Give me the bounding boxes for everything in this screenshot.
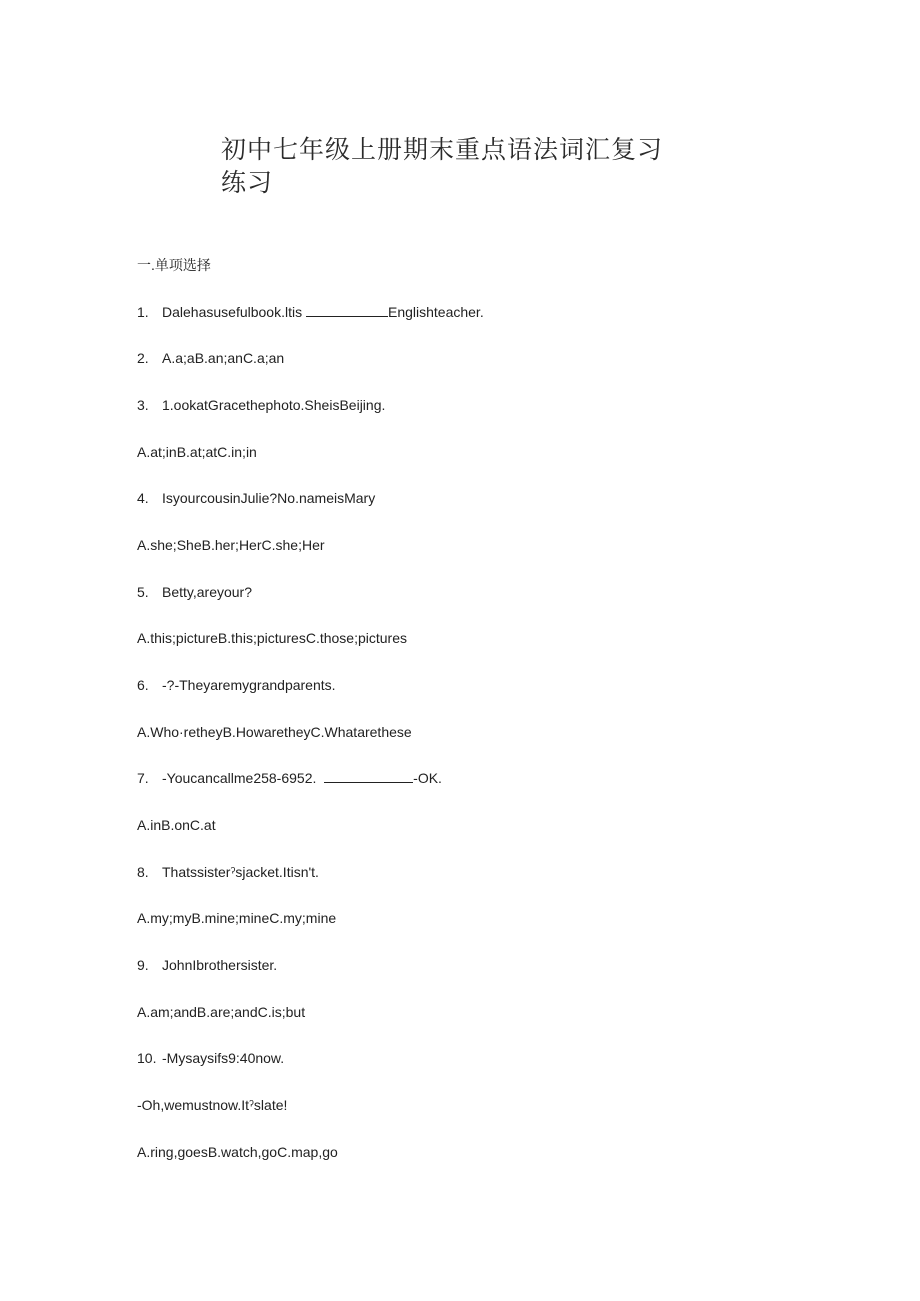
question-text: A.a;aB.an;anC.a;an — [162, 350, 285, 366]
document-title: 初中七年级上册期末重点语法词汇复习练习 — [221, 135, 664, 197]
question-10 — [137, 1049, 284, 1067]
question-8 — [137, 863, 319, 881]
question-number: 5. — [137, 584, 149, 600]
question-number: 10. — [137, 1050, 157, 1066]
question-number: 8. — [137, 864, 149, 880]
answer-options: A.my;myB.mine;mineC.my;mine — [137, 910, 337, 926]
question-5 — [137, 583, 252, 601]
question-text: Thatssisterˀsjacket.Itisn't. — [162, 864, 319, 880]
question-text: 1.ookatGracethephoto.SheisBeijing. — [162, 397, 386, 413]
answer-options: A.this;pictureB.this;picturesC.those;pictures — [137, 630, 408, 646]
answer-blank — [306, 303, 388, 317]
question-2 — [137, 349, 284, 367]
dialogue-line: -Oh,wemustnow.Itˀslate! — [137, 1097, 288, 1113]
question-text-b: -OK. — [413, 770, 442, 786]
answer-options: A.inB.onC.at — [137, 817, 216, 833]
question-number: 7. — [137, 770, 149, 786]
question-number: 3. — [137, 397, 149, 413]
question-number: 2. — [137, 350, 149, 366]
answer-options: A.Who·retheyB.HowaretheyC.Whatarethese — [137, 724, 412, 740]
question-1 — [137, 303, 484, 321]
question-7 — [137, 769, 442, 787]
question-number: 1. — [137, 304, 149, 320]
question-text-b: Englishteacher. — [387, 304, 484, 320]
answer-blank — [324, 769, 413, 783]
question-text: IsyourcousinJulie?No.nameisMary — [162, 490, 376, 506]
answer-options: A.at;inB.at;atC.in;in — [137, 444, 257, 460]
question-text: Betty,areyour? — [162, 584, 253, 600]
question-text: -?-Theyaremygrandparents. — [162, 677, 336, 693]
answer-options: A.she;SheB.her;HerC.she;Her — [137, 537, 325, 553]
question-text-a: Dalehasusefulbook.ltis — [162, 304, 306, 320]
question-text: JohnIbrothersister. — [162, 957, 278, 973]
question-text: -Mysaysifs9:40now. — [162, 1050, 285, 1066]
answer-options: A.ring,goesB.watch,goC.map,go — [137, 1144, 338, 1160]
answer-options: A.am;andB.are;andC.is;but — [137, 1004, 306, 1020]
question-4 — [137, 489, 375, 507]
question-number: 6. — [137, 677, 149, 693]
question-number: 9. — [137, 957, 149, 973]
question-9 — [137, 956, 277, 974]
question-number: 4. — [137, 490, 149, 506]
section-heading: 一.单项选择 — [137, 257, 211, 273]
question-3 — [137, 396, 385, 414]
question-6 — [137, 676, 336, 694]
question-text-a: -Youcancallme258-6952. — [162, 770, 325, 786]
